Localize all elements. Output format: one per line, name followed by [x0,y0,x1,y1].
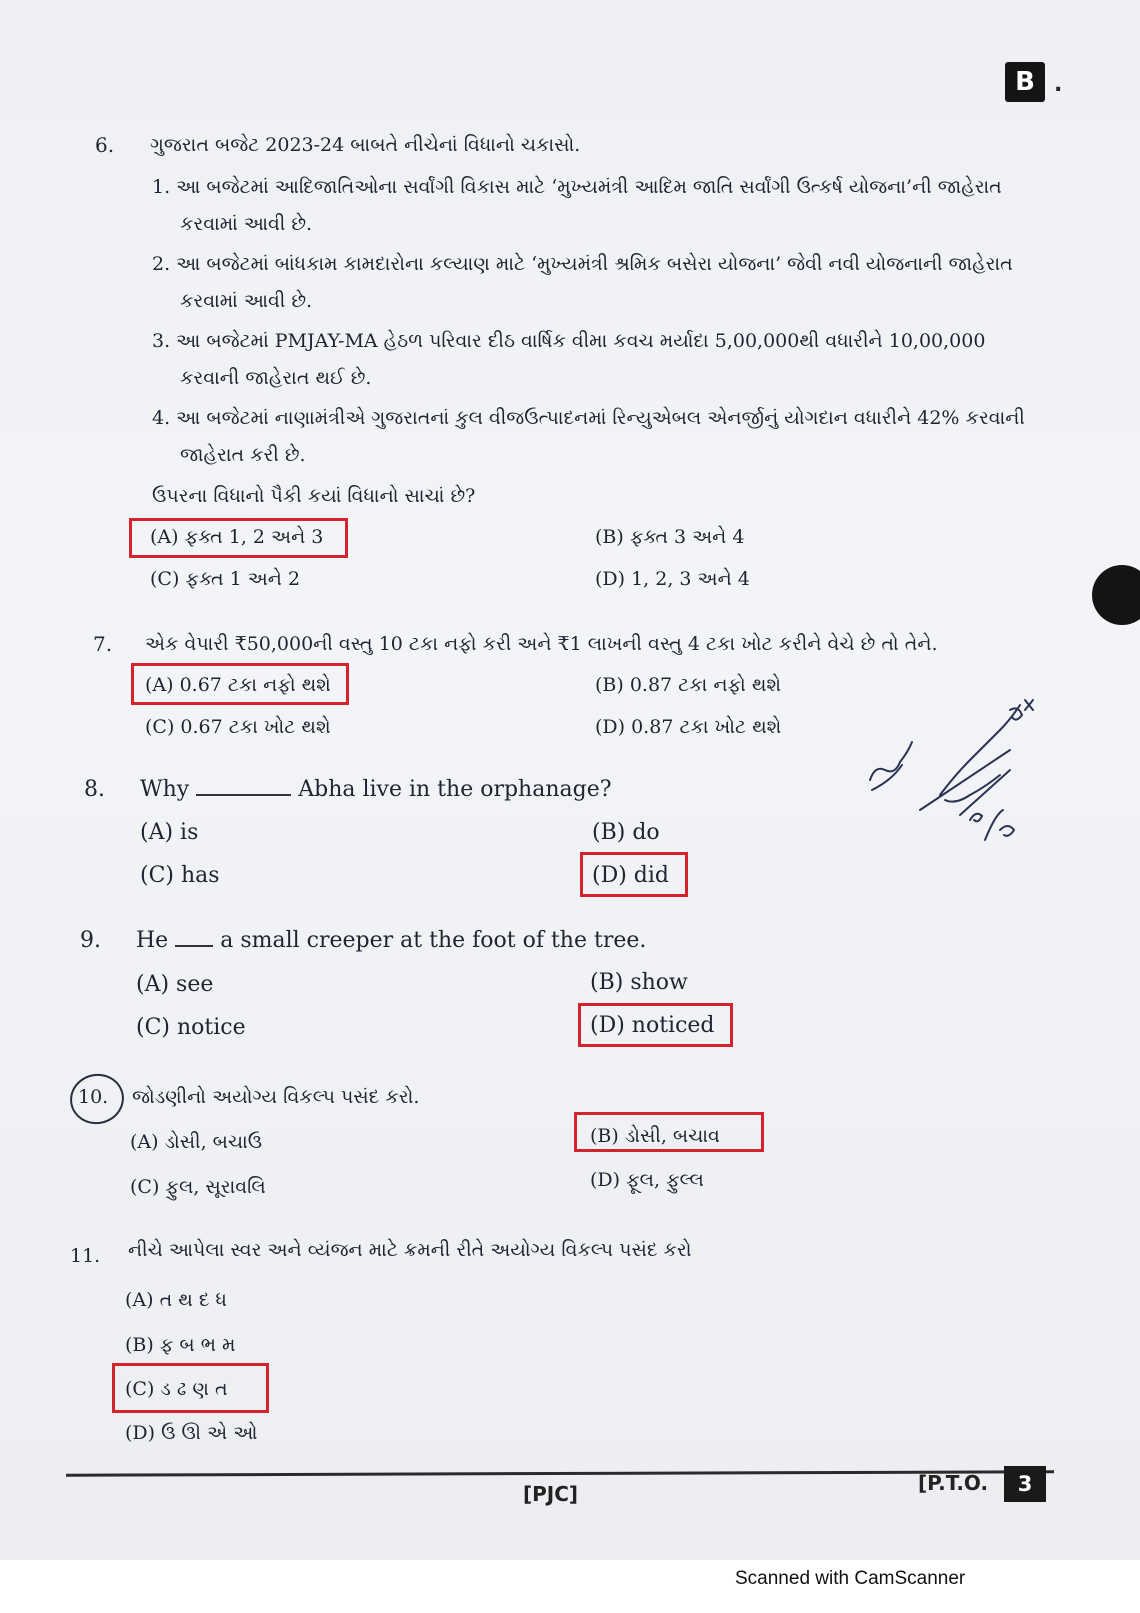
paper-code: [PJC] [523,1482,579,1506]
option-c: (C) has [140,863,220,888]
answer-highlight-box [580,852,688,897]
question-prompt: ઉપરના વિધાનો પૈકી કયાં વિધાનો સાચાં છે? [152,485,476,507]
stem-end: Abha live in the orphanage? [298,777,612,802]
scanner-watermark: Scanned with CamScanner [735,1568,966,1589]
option-d: (D) 0.87 ટકા ખોટ થશે [595,716,782,738]
option-b: (B) ફ બ ભ મ [125,1334,236,1356]
answer-blank [175,945,213,947]
statement-line: 3. આ બજેટમાં PMJAY-MA હેઠળ પરિવાર દીઠ વાર્ષિક વીમા કવચ મર્યાદા 5,00,000થી વધારીને 10,00,000 [152,330,986,352]
question-stem: એક વેપારી ₹50,000ની વસ્તુ 10 ટકા નફો કરી અને ₹1 લાખની વસ્તુ 4 ટકા ખોટ કરીને વેચે છે તો તેને. [145,633,938,655]
question-number: 6. [95,133,115,157]
answer-highlight-box [574,1112,764,1152]
answer-highlight-box [131,663,349,705]
option-a: (A) ત થ દ ધ [125,1289,227,1311]
option-c: (C) ડ ઢ ણ ત [125,1378,228,1400]
question-number: 9. [80,928,101,953]
answer-highlight-box [129,518,348,558]
option-d: (D) did [592,863,669,888]
option-d: (D) ફૂલ, ફુલ્લ [590,1169,704,1191]
question-number: 7. [93,632,113,656]
option-c: (C) 0.67 ટકા ખોટ થશે [145,716,331,738]
option-a: (A) ડોસી, બચાઉ [130,1131,263,1153]
option-b: (B) show [590,970,688,995]
statement-line: 4. આ બજેટમાં નાણામંત્રીએ ગુજરાતનાં કુલ વીજઉત્પાદનમાં રિન્યુએબલ એનર્જીનું યોગદાન વધારીને 42% કરવાની [152,407,1025,429]
question-number: 10. [78,1086,109,1108]
question-stem [136,928,646,954]
option-c: (C) ફુલ, સૂરાવલિ [130,1176,266,1198]
option-b: (B) ફક્ત 3 અને 4 [595,526,745,548]
option-c: (C) notice [136,1015,246,1040]
page-number: 3 [1004,1466,1046,1502]
stem-start: He [136,928,169,953]
statement-line: જાહેરાત કરી છે. [180,444,306,466]
option-c: (C) ફક્ત 1 અને 2 [150,568,301,590]
statement-line: 1. આ બજેટમાં આદિજાતિઓના સર્વાંગી વિકાસ માટે ‘મુખ્યમંત્રી આદિમ જાતિ સર્વાંગી ઉત્કર્ષ યોજના’ની જાહેરાત [152,176,1002,198]
option-b: (B) do [592,820,660,845]
question-stem [140,777,612,803]
question-stem: જોડણીનો અયોગ્ય વિકલ્પ પસંદ કરો. [132,1086,420,1108]
option-a: (A) is [140,820,199,845]
option-a: (A) 0.67 ટકા નફો થશે [145,674,331,696]
option-d: (D) 1, 2, 3 અને 4 [595,568,750,590]
question-number: 11. [70,1245,101,1267]
answer-blank [196,794,291,796]
please-turn-over: [P.T.O. [918,1471,989,1495]
option-a: (A) ફક્ત 1, 2 અને 3 [150,526,324,548]
statement-line: કરવામાં આવી છે. [180,290,313,312]
option-d: (D) noticed [590,1013,715,1038]
option-b: (B) ડોસી, બચાવ [590,1125,720,1147]
question-number: 8. [84,777,105,802]
stem-end: a small creeper at the foot of the tree. [220,928,647,953]
option-d: (D) ઉ ઊ એ ઓ [125,1422,258,1444]
question-stem: ગુજરાત બજેટ 2023-24 બાબતે નીચેનાં વિધાનો ચકાસો. [150,134,581,156]
set-dot: . [1054,72,1063,97]
option-b: (B) 0.87 ટકા નફો થશે [595,674,782,696]
option-a: (A) see [136,972,214,997]
statement-line: 2. આ બજેટમાં બાંધકામ કામદારોના કલ્યાણ માટે ‘મુખ્યમંત્રી શ્રમિક બસેરા યોજના’ જેવી નવી યોજનાની જાહેરાત [152,253,1013,275]
statement-line: કરવાની જાહેરાત થઈ છે. [180,367,372,389]
answer-highlight-box [112,1363,269,1413]
question-stem: નીચે આપેલા સ્વર અને વ્યંજન માટે ક્રમની રીતે અયોગ્ય વિકલ્પ પસંદ કરો [128,1239,692,1261]
statement-line: કરવામાં આવી છે. [180,213,313,235]
set-badge: B [1005,62,1045,102]
pencil-scribble [860,680,1060,870]
answer-highlight-box [578,1003,733,1047]
stem-start: Why [140,777,190,802]
